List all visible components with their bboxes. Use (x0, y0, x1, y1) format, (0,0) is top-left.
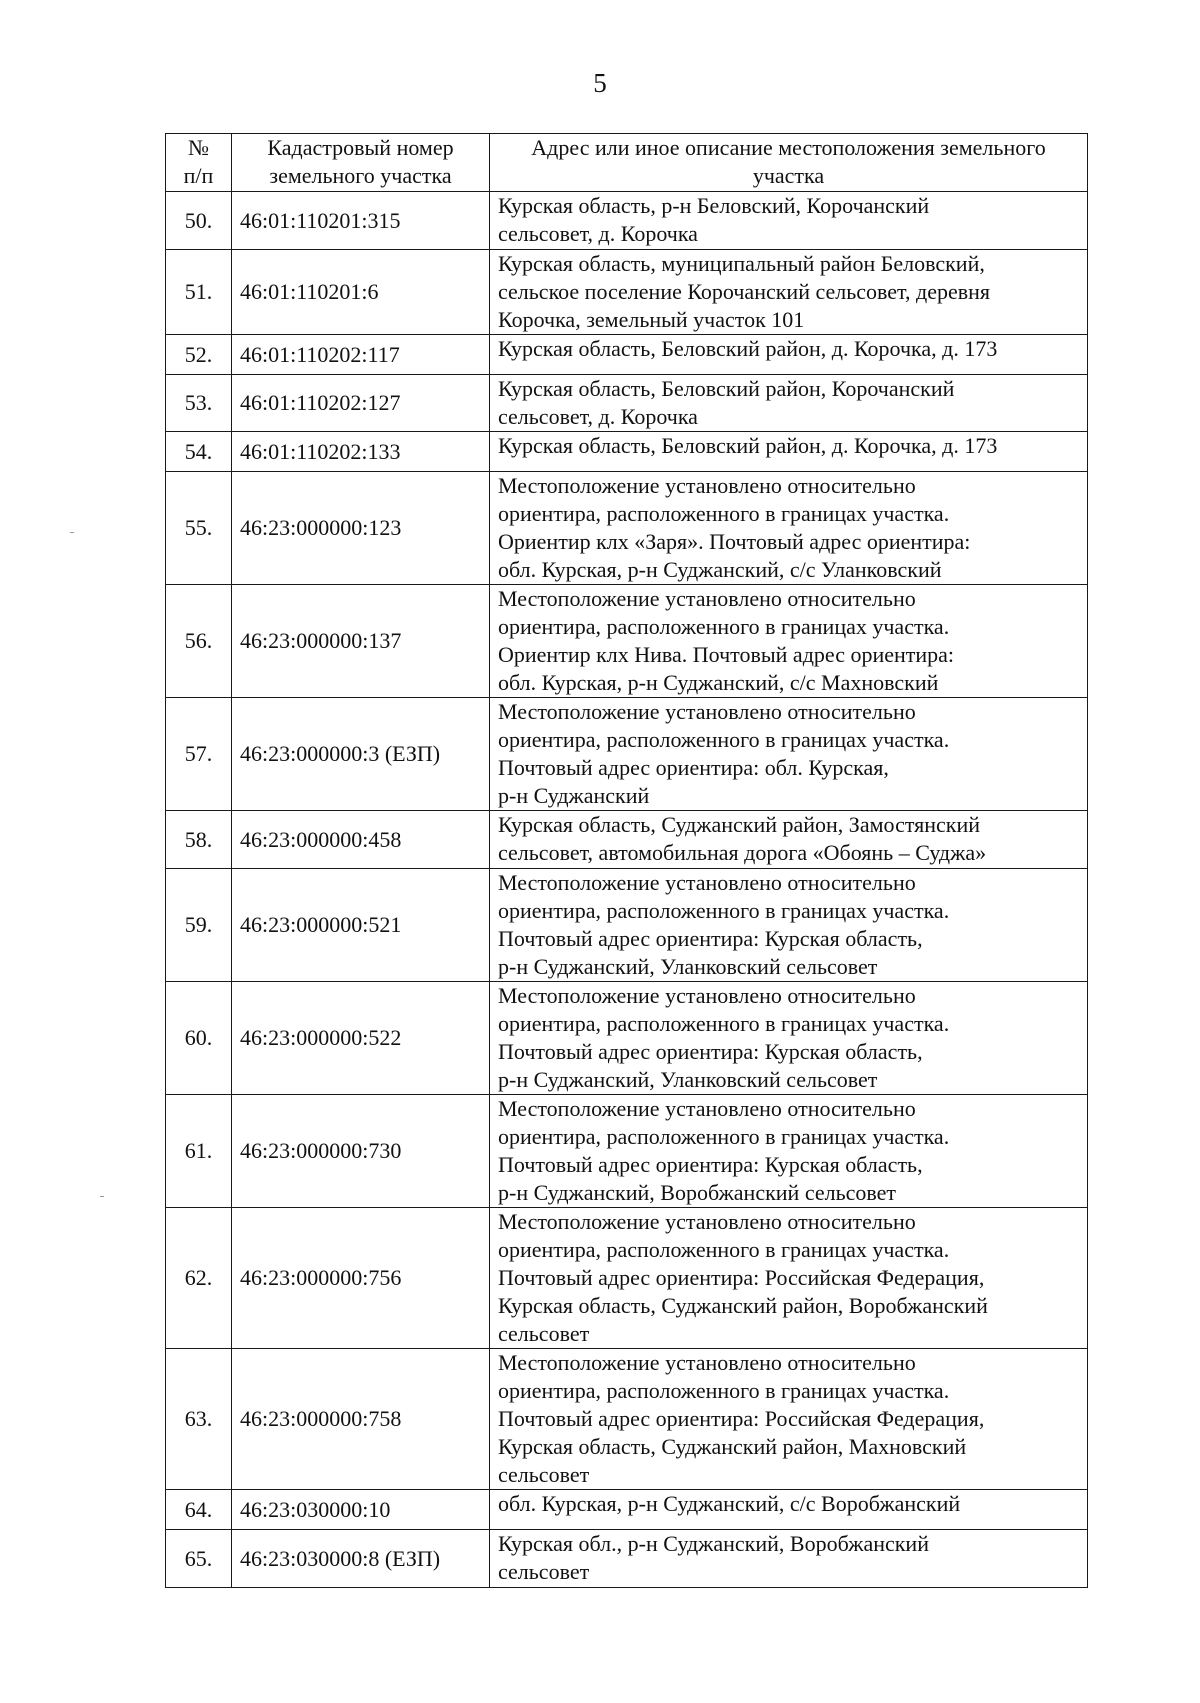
cadastral-number: 46:23:000000:730 (232, 1095, 490, 1208)
address-description: Местоположение установлено относительно ориентира, расположенного в границах участка. Почтовый адрес ориентира: Курская область, р-н Суджанский, Воробжанский сельсовет (490, 1095, 1088, 1208)
row-number: 63. (166, 1349, 232, 1490)
address-description: Курская область, р-н Беловский, Корочанский сельсовет, д. Корочка (490, 192, 1088, 250)
table-row (166, 1530, 1088, 1588)
table-row (166, 1490, 1088, 1530)
address-description: Местоположение установлено относительно ориентира, расположенного в границах участка. Ориентир клх Нива. Почтовый адрес ориентира: обл. Курская, р-н Суджанский, с/с Махновский (490, 585, 1088, 698)
row-number: 57. (166, 698, 232, 811)
table-row (166, 192, 1088, 250)
address-description: Местоположение установлено относительно ориентира, расположенного в границах участка. Ориентир клх «Заря». Почтовый адрес ориентира: обл. Курская, р-н Суджанский, с/с Уланковский (490, 472, 1088, 585)
cadastral-number: 46:23:030000:8 (ЕЗП) (232, 1530, 490, 1588)
cadastral-number: 46:23:030000:10 (232, 1490, 490, 1530)
table-row (166, 472, 1088, 585)
header-address: Адрес или иное описание местоположения земельного участка (490, 134, 1088, 192)
row-number: 51. (166, 250, 232, 335)
cadastral-number: 46:01:110202:133 (232, 432, 490, 472)
cadastral-number: 46:01:110202:127 (232, 375, 490, 432)
address-description: Курская область, Беловский район, Корочанский сельсовет, д. Корочка (490, 375, 1088, 432)
table-row (166, 1349, 1088, 1490)
cadastral-number: 46:01:110201:6 (232, 250, 490, 335)
row-number: 61. (166, 1095, 232, 1208)
cadastral-number: 46:23:000000:137 (232, 585, 490, 698)
header-cadastral: Кадастровый номер земельного участка (232, 134, 490, 192)
address-description: Курская область, Суджанский район, Замостянский сельсовет, автомобильная дорога «Обоянь – Суджа» (490, 811, 1088, 869)
table-row (166, 698, 1088, 811)
cadastral-number: 46:01:110201:315 (232, 192, 490, 250)
row-number: 50. (166, 192, 232, 250)
cadastral-number: 46:23:000000:3 (ЕЗП) (232, 698, 490, 811)
cadastral-number: 46:23:000000:522 (232, 982, 490, 1095)
address-description: Курская область, Беловский район, д. Корочка, д. 173 (490, 335, 1088, 375)
scan-mark (70, 532, 74, 533)
row-number: 53. (166, 375, 232, 432)
table-row (166, 811, 1088, 869)
table-row (166, 869, 1088, 982)
row-number: 52. (166, 335, 232, 375)
table-row (166, 585, 1088, 698)
address-description: Местоположение установлено относительно ориентира, расположенного в границах участка. Почтовый адрес ориентира: Российская Федерация, Курская область, Суджанский район, Воробжанский сельсовет (490, 1208, 1088, 1349)
address-description: Местоположение установлено относительно ориентира, расположенного в границах участка. Почтовый адрес ориентира: обл. Курская, р-н Суджанский (490, 698, 1088, 811)
row-number: 60. (166, 982, 232, 1095)
cadastral-table (165, 133, 1088, 1588)
row-number: 59. (166, 869, 232, 982)
row-number: 54. (166, 432, 232, 472)
cadastral-number: 46:01:110202:117 (232, 335, 490, 375)
table-row (166, 1208, 1088, 1349)
row-number: 56. (166, 585, 232, 698)
scan-mark (100, 1196, 104, 1197)
address-description: Курская область, муниципальный район Беловский, сельское поселение Корочанский сельсовет, деревня Корочка, земельный участок 101 (490, 250, 1088, 335)
cadastral-number: 46:23:000000:458 (232, 811, 490, 869)
address-description: Курская область, Беловский район, д. Корочка, д. 173 (490, 432, 1088, 472)
row-number: 62. (166, 1208, 232, 1349)
address-description: Местоположение установлено относительно ориентира, расположенного в границах участка. Почтовый адрес ориентира: Курская область, р-н Суджанский, Уланковский сельсовет (490, 869, 1088, 982)
address-description: Местоположение установлено относительно ориентира, расположенного в границах участка. Почтовый адрес ориентира: Курская область, р-н Суджанский, Уланковский сельсовет (490, 982, 1088, 1095)
address-description: Местоположение установлено относительно ориентира, расположенного в границах участка. Почтовый адрес ориентира: Российская Федерация, Курская область, Суджанский район, Махновский сельсовет (490, 1349, 1088, 1490)
row-number: 64. (166, 1490, 232, 1530)
page-number: 5 (593, 68, 607, 98)
table-row (166, 375, 1088, 432)
row-number: 58. (166, 811, 232, 869)
address-description: обл. Курская, р-н Суджанский, с/с Воробжанский (490, 1490, 1088, 1530)
table-row (166, 1095, 1088, 1208)
cadastral-number: 46:23:000000:521 (232, 869, 490, 982)
row-number: 65. (166, 1530, 232, 1588)
table-row (166, 982, 1088, 1095)
table-row (166, 432, 1088, 472)
header-num: № п/п (166, 134, 232, 192)
table-row (166, 335, 1088, 375)
address-description: Курская обл., р-н Суджанский, Воробжанский сельсовет (490, 1530, 1088, 1588)
cadastral-number: 46:23:000000:123 (232, 472, 490, 585)
row-number: 55. (166, 472, 232, 585)
table-header-row (166, 134, 1088, 192)
cadastral-number: 46:23:000000:756 (232, 1208, 490, 1349)
table-row (166, 250, 1088, 335)
cadastral-number: 46:23:000000:758 (232, 1349, 490, 1490)
